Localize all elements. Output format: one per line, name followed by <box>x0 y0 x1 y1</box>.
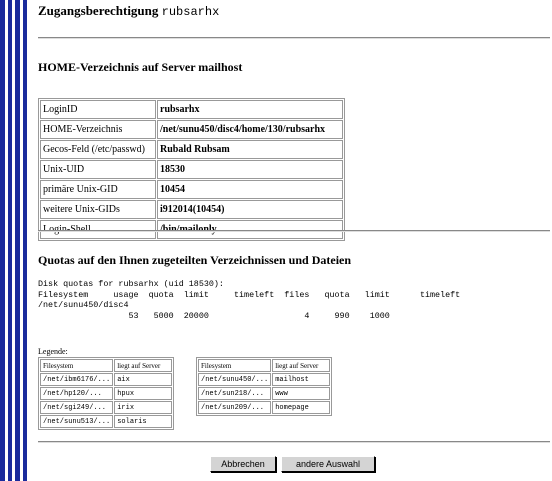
table-row <box>40 200 343 219</box>
row-value: Rubald Rubsam <box>157 140 343 159</box>
table-row <box>40 120 343 139</box>
legend-server: homepage <box>272 401 330 414</box>
legend-server: www <box>272 387 330 400</box>
table-row <box>198 387 330 400</box>
legend-filesystem: /net/sgi249/... <box>40 401 113 414</box>
legend-server: hpux <box>114 387 172 400</box>
legend-header-row <box>40 359 172 372</box>
blue-stripe-border <box>0 0 30 481</box>
quota-output: Disk quotas for rubsarhx (uid 18530): Filesystem usage quota limit timeleft files quota limit timeleft /net/sunu450/disc4 53 5000 20000 4 990 1000 <box>38 279 461 321</box>
table-row <box>40 160 343 179</box>
account-info-table <box>38 98 345 241</box>
divider <box>38 37 550 39</box>
legend-filesystem: /net/sunu513/... <box>40 415 113 428</box>
table-row <box>40 373 172 386</box>
row-key: Gecos-Feld (/etc/passwd) <box>40 140 156 159</box>
row-value: 10454 <box>157 180 343 199</box>
row-key: HOME-Verzeichnis <box>40 120 156 139</box>
legend-col-server: liegt auf Server <box>114 359 172 372</box>
row-key: Unix-UID <box>40 160 156 179</box>
quota-section-heading: Quotas auf den Ihnen zugeteilten Verzeichnissen und Dateien <box>38 253 352 267</box>
table-row <box>198 401 330 414</box>
legend-filesystem: /net/sunu450/... <box>198 373 271 386</box>
legend-col-filesystem: Filesystem <box>40 359 113 372</box>
page-title-prefix: Zugangsberechtigung <box>38 3 159 18</box>
row-key: weitere Unix-GIDs <box>40 200 156 219</box>
row-value: i912014(10454) <box>157 200 343 219</box>
legend-filesystem: /net/ibm6176/... <box>40 373 113 386</box>
legend-col-server: liegt auf Server <box>272 359 330 372</box>
row-key: primäre Unix-GID <box>40 180 156 199</box>
row-value: 18530 <box>157 160 343 179</box>
table-row <box>40 387 172 400</box>
table-row <box>40 140 343 159</box>
legend-title: Legende: <box>38 347 68 356</box>
table-row <box>40 415 172 428</box>
table-row <box>40 180 343 199</box>
legend-server: irix <box>114 401 172 414</box>
legend-header-row <box>198 359 330 372</box>
row-value: /net/sunu450/disc4/home/130/rubsarhx <box>157 120 343 139</box>
row-key: Login-Shell <box>40 220 156 239</box>
table-row <box>40 401 172 414</box>
row-key: LoginID <box>40 100 156 119</box>
legend-server: aix <box>114 373 172 386</box>
divider <box>38 441 550 443</box>
other-selection-button[interactable]: andere Auswahl <box>281 456 375 472</box>
legend-server: mailhost <box>272 373 330 386</box>
legend-filesystem: /net/hp120/... <box>40 387 113 400</box>
legend-filesystem: /net/sun209/... <box>198 401 271 414</box>
legend-table-left <box>38 357 174 430</box>
table-row <box>40 100 343 119</box>
legend-server: solaris <box>114 415 172 428</box>
divider <box>38 230 550 232</box>
cancel-button[interactable]: Abbrechen <box>210 456 276 472</box>
row-value: /bin/mailonly <box>157 220 343 239</box>
legend-col-filesystem: Filesystem <box>198 359 271 372</box>
row-value: rubsarhx <box>157 100 343 119</box>
legend-table-right <box>196 357 332 416</box>
legend-filesystem: /net/sun218/... <box>198 387 271 400</box>
page-title <box>38 3 219 19</box>
page-title-login: rubsarhx <box>161 5 220 19</box>
table-row <box>198 373 330 386</box>
home-section-heading: HOME-Verzeichnis auf Server mailhost <box>38 60 243 74</box>
